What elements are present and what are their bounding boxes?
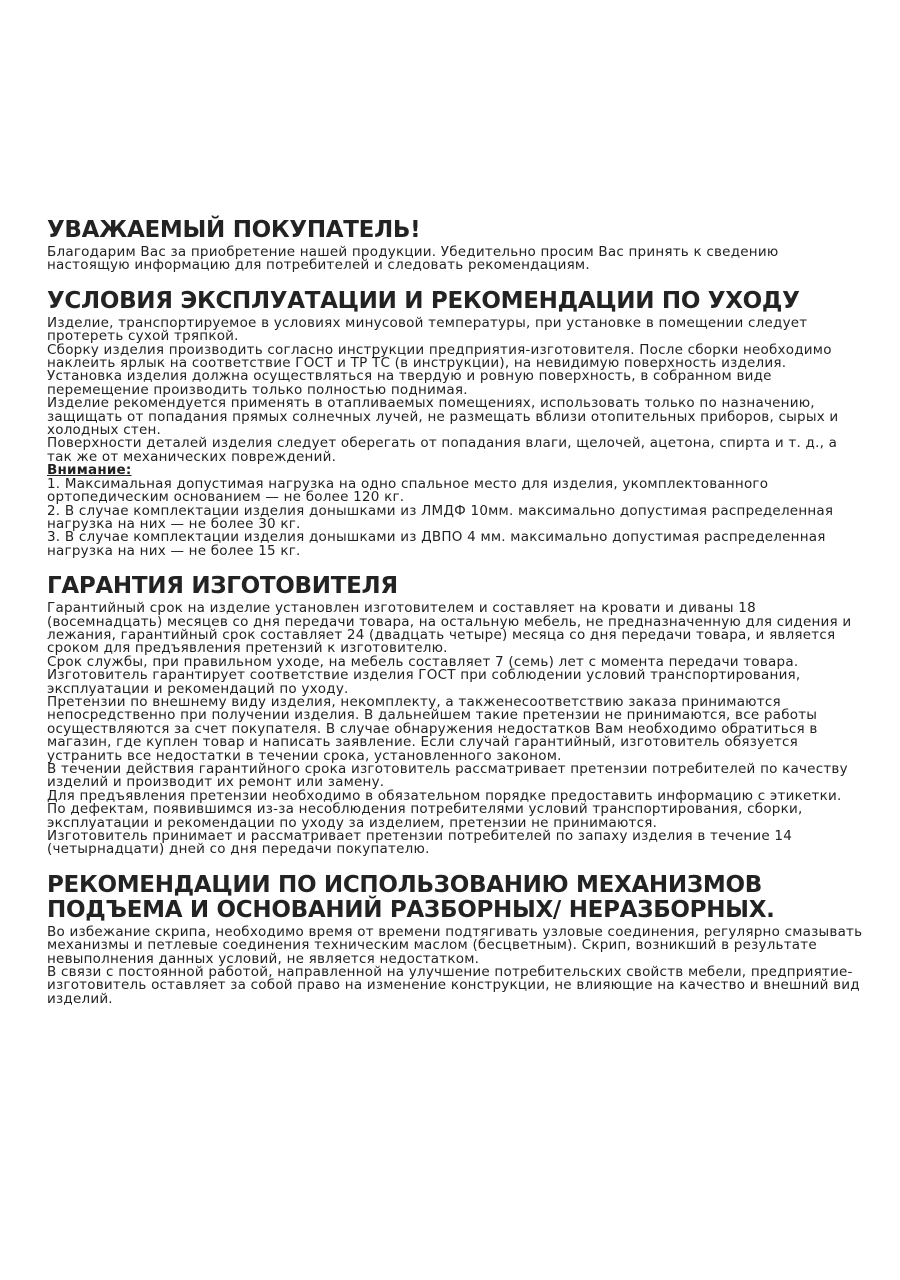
paragraph: В связи с постоянной работой, направленной на улучшение потребительских свойств мебели, предприятие-изготовитель оставляет за собой право на изменение конструкции, не влияющие на качество и внешний вид изделий. <box>47 964 860 1007</box>
paragraph: Изготовитель принимает и рассматривает претензии потребителей по запаху изделия в течение 14 (четырнадцати) дней со дня передачи покупателю. <box>47 828 793 858</box>
section-body-greeting <box>47 246 865 273</box>
paragraph: Претензии по внешнему виду изделия, некомплекту, а такженесоответствию заказа принимаются непосредственно при получении изделия. В дальнейшем такие претензии не принимаются, все работы осуществляются за счет покупателя. В случае обнаружения недостатков Вам необходимо обратиться в магазин, где куплен товар и написать заявление. Если случай гарантийный, изготовитель обязуется устранить все недостатки в течении срока, установленного законом. <box>47 693 818 764</box>
section-heading-usage-conditions: УСЛОВИЯ ЭКСПЛУАТАЦИИ И РЕКОМЕНДАЦИИ ПО УХОДУ <box>47 287 800 314</box>
paragraph: Во избежание скрипа, необходимо время от времени подтягивать узловые соединения, регулярно смазывать механизмы и петлевые соединения техническим маслом (бесцветным). Скрип, возникший в результате невыполнения данных условий, не является недостатком. <box>47 923 863 967</box>
notice-item: 2. В случае комплектации изделия донышками из ЛМДФ 10мм. максимально допустимая распределенная нагрузка на них — не более 30 кг. <box>47 502 834 532</box>
section-body-mechanisms <box>47 923 865 1007</box>
paragraph: Для предъявления претензии необходимо в обязательном порядке предоставить информацию с этикетки. <box>47 787 842 804</box>
section-usage-conditions <box>47 289 865 558</box>
section-heading-mechanisms: РЕКОМЕНДАЦИИ ПО ИСПОЛЬЗОВАНИЮ МЕХАНИЗМОВ ПОДЪЕМА И ОСНОВАНИЙ РАЗБОРНЫХ/ НЕРАЗБОРНЫХ. <box>47 871 775 923</box>
notice-item: 3. В случае комплектации изделия донышками из ДВПО 4 мм. максимально допустимая распределенная нагрузка на них — не более 15 кг. <box>47 529 826 559</box>
section-body-usage-conditions <box>47 314 865 559</box>
section-body-warranty <box>47 602 865 857</box>
paragraph: Благодарим Вас за приобретение нашей продукции. Убедительно просим Вас принять к сведению настоящую информацию для потребителей и следовать рекомендациям. <box>47 244 779 274</box>
section-greeting <box>47 218 865 273</box>
paragraph: В течении действия гарантийного срока изготовитель рассматривает претензии потребителей по качеству изделий и производит их ремонт или замену. <box>47 761 848 791</box>
section-warranty <box>47 574 865 857</box>
paragraph: Поверхности деталей изделия следует оберегать от попадания влаги, щелочей, ацетона, спирта и т. д., а так же от механических повреждений. <box>47 435 838 465</box>
section-mechanisms <box>47 873 865 1006</box>
notice-label: Внимание: <box>47 462 132 479</box>
section-heading-greeting: УВАЖАЕМЫЙ ПОКУПАТЕЛЬ! <box>47 217 421 243</box>
notice-item: 1. Максимальная допустимая нагрузка на одно спальное место для изделия, укомплектованного ортопедическим основанием — не более 120 кг. <box>47 475 769 506</box>
section-heading-warranty: ГАРАНТИЯ ИЗГОТОВИТЕЛЯ <box>47 573 398 600</box>
paragraph: Гарантийный срок на изделие установлен изготовителем и составляет на кровати и диваны 18 (восемнадцать) месяцев со дня передачи товара, на остальную мебель, не предназначенную для сидения и лежания, гарантийный срок составляет 24 (двадцать четыре) месяца со дня передачи товара, и является сроком для предъявления претензий к изготовителю. <box>47 600 852 657</box>
paragraph: Изделие, транспортируемое в условиях минусовой температуры, при установке в помещении следует протереть сухой тряпкой. <box>47 314 808 345</box>
paragraph: Установка изделия должна осуществляться на твердую и ровную поверхность, в собранном виде перемещение производить только полностью поднимая. <box>47 368 772 398</box>
paragraph: Сборку изделия производить согласно инструкции предприятия-изготовителя. После сборки необходимо наклеить ярлык на соответствие ГОСТ и ТР ТС (в инструкции), на невидимую поверхность изделия. <box>47 341 832 372</box>
paragraph: Изделие рекомендуется применять в отапливаемых помещениях, использовать только по назначению, защищать от попадания прямых солнечных лучей, не размещать вблизи отопительных приборов, сырых и холодных стен. <box>47 395 839 439</box>
paragraph: Изготовитель гарантирует соответствие изделия ГОСТ при соблюдении условий транспортирования, эксплуатации и рекомендаций по уходу. <box>47 667 801 697</box>
paragraph: Срок службы, при правильном уходе, на мебель составляет 7 (семь) лет с момента передачи товара. <box>47 653 799 670</box>
paragraph: По дефектам, появившимся из-за несоблюдения потребителями условий транспортирования, сборки, эксплуатации и рекомендации по уходу за изделием, претензии не принимаются. <box>47 801 803 831</box>
